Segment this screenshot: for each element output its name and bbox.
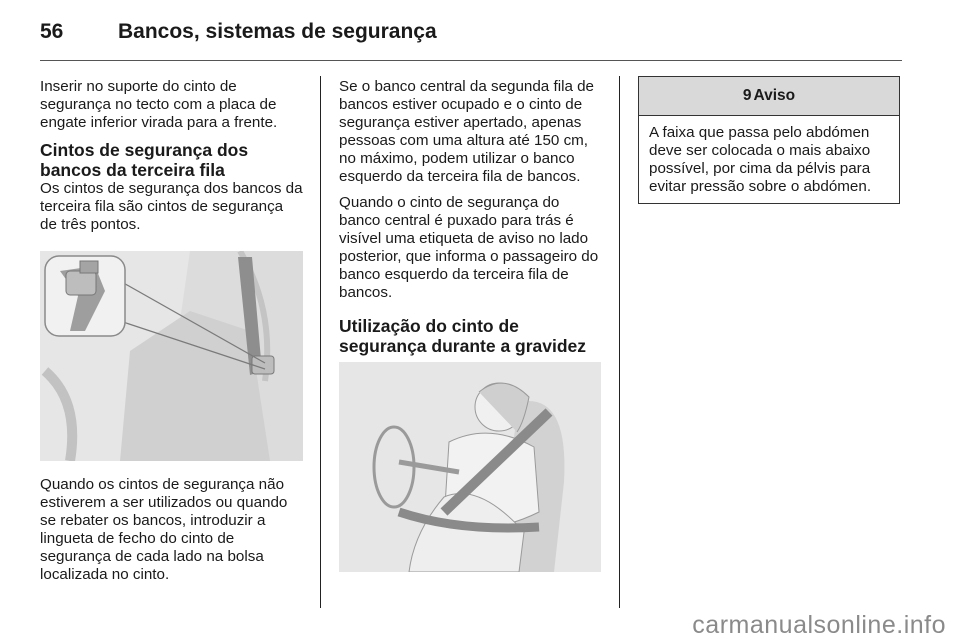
seatbelt-third-row-illustration <box>40 251 303 461</box>
column-1 <box>40 78 304 242</box>
page-title: Bancos, sistemas de segurança <box>118 20 437 43</box>
section-heading-third-row: Cintos de segurança dos bancos da terceira fila <box>40 140 249 180</box>
pregnancy-seatbelt-illustration <box>339 362 601 572</box>
header-rule <box>40 60 902 61</box>
intro-paragraph: Inserir no suporte do cinto de segurança no tecto com a placa de engate inferior virada para a frente. <box>40 78 278 131</box>
warning-text: A faixa que passa pelo abdómen deve ser colocada o mais abaixo possível, por cima da pélvis para evitar pressão sobre o abdómen. <box>649 124 872 195</box>
column-divider-1 <box>320 76 321 608</box>
warning-header <box>639 77 899 116</box>
page-number: 56 <box>40 20 64 43</box>
third-row-paragraph: Os cintos de segurança dos bancos da terceira fila são cintos de segurança de três pontos. <box>40 180 303 233</box>
warning-box <box>638 76 900 204</box>
not-used-paragraph: Quando os cintos de segurança não estiverem a ser utilizados ou quando se rebater os bancos, introduzir a lingueta de fecho do cinto de segurança de cada lado na bolsa localizada no cinto. <box>40 476 288 583</box>
middle-seat-paragraph: Se o banco central da segunda fila de bancos estiver ocupado e o cinto de segurança estiver apertado, apenas pessoas com uma altura até 150 cm, no máximo, podem utilizar o banco esquerdo da terceira fila de bancos. <box>339 78 594 185</box>
warning-icon: 9 <box>742 87 752 104</box>
column-1-lower <box>40 476 304 592</box>
section-heading-pregnancy: Utilização do cinto de segurança durante a gravidez <box>339 316 587 356</box>
warning-title: Aviso <box>753 87 796 104</box>
watermark: carmanualsonline.info <box>692 611 946 639</box>
column-divider-2 <box>619 76 620 608</box>
warning-label-paragraph: Quando o cinto de segurança do banco central é puxado para trás é visível uma etiqueta de aviso no lado posterior, que informa o passageiro do banco esquerdo da terceira fila de bancos. <box>339 194 599 301</box>
column-2 <box>339 78 603 356</box>
